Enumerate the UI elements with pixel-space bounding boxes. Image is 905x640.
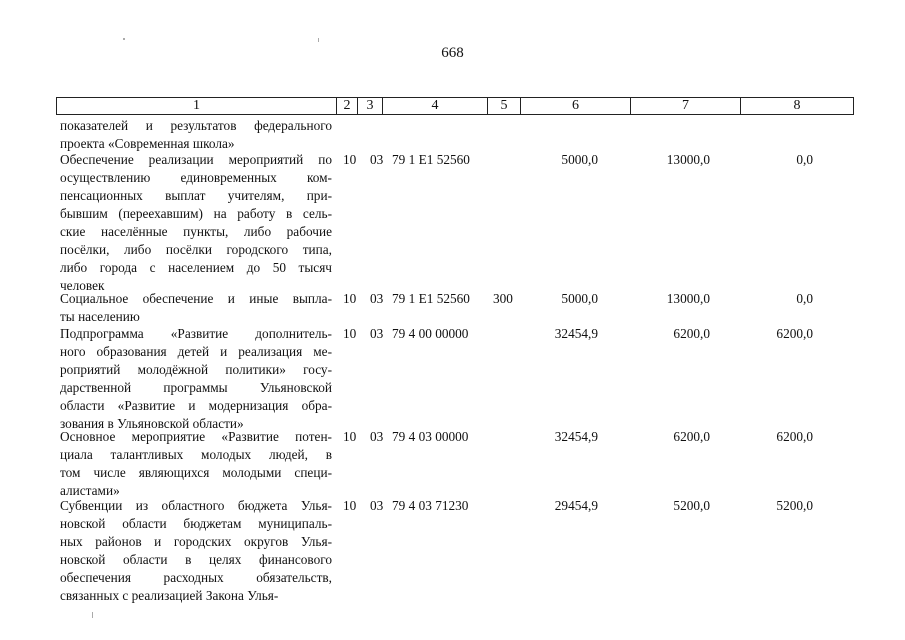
col-3-subsection: 03 — [370, 326, 384, 341]
description-line: связанных с реализацией Закона Улья- — [60, 588, 279, 603]
header-col-3: 3 — [366, 98, 374, 113]
header-col-8: 8 — [793, 98, 801, 113]
header-col-1: 1 — [193, 98, 200, 113]
col-8-amount: 0,0 — [796, 291, 813, 306]
description-line: ных районов и городских округов Улья- — [60, 534, 332, 549]
col-6-amount: 5000,0 — [561, 291, 598, 306]
col-2-section: 10 — [343, 291, 357, 306]
description-line: Основное мероприятие «Развитие потен- — [60, 429, 332, 444]
description-line: проекта «Современная школа» — [60, 136, 235, 151]
col-4-target-item: 79 4 03 71230 — [392, 498, 469, 513]
col-2-section: 10 — [343, 152, 357, 167]
col-7-amount: 6200,0 — [673, 326, 710, 341]
col-2-section: 10 — [343, 429, 357, 444]
description-line: том числе являющихся молодыми специ- — [60, 465, 332, 480]
col-7-amount: 6200,0 — [673, 429, 710, 444]
row-description — [60, 428, 332, 500]
col-3-subsection: 03 — [370, 429, 384, 444]
description-line: обеспечения расходных обязательств, — [60, 570, 332, 585]
col-8-amount: 6200,0 — [776, 326, 813, 341]
description-line: пенсационных выплат учителям, при- — [60, 188, 332, 203]
col-3-subsection: 03 — [370, 152, 384, 167]
col-6-amount: 5000,0 — [561, 152, 598, 167]
col-4-target-item: 79 1 E1 52560 — [392, 152, 470, 167]
description-line: бывшим (переехавшим) на работу в сель- — [60, 206, 332, 221]
col-6-amount: 32454,9 — [554, 326, 598, 341]
description-line: роприятий молодёжной политики» госу- — [60, 362, 332, 377]
description-line: Обеспечение реализации мероприятий по — [60, 152, 332, 167]
description-line: либо города с населением до 50 тысяч — [60, 260, 332, 275]
description-line: посёлки, либо посёлки городского типа, — [60, 242, 332, 257]
row-description — [60, 325, 332, 433]
header-col-6: 6 — [572, 98, 579, 113]
description-line: новской области бюджетам муниципаль- — [60, 516, 332, 531]
col-7-amount: 13000,0 — [666, 291, 710, 306]
scan-speck — [123, 38, 125, 40]
row-description — [60, 290, 332, 326]
col-4-target-item: 79 4 03 00000 — [392, 429, 469, 444]
header-col-2: 2 — [343, 98, 351, 113]
header-col-7: 7 — [682, 98, 689, 113]
description-line: ские населённые пункты, либо рабочие — [60, 224, 332, 239]
description-line: ного образования детей и реализация ме- — [60, 344, 332, 359]
col-3-subsection: 03 — [370, 498, 384, 513]
row-description — [60, 117, 332, 153]
page-number: 668 — [441, 45, 464, 61]
description-line: человек — [60, 278, 105, 293]
col-2-section: 10 — [343, 498, 357, 513]
description-line: показателей и результатов федерального — [60, 118, 332, 133]
description-line: новской области в целях финансового — [60, 552, 332, 567]
col-7-amount: 5200,0 — [673, 498, 710, 513]
col-2-section: 10 — [343, 326, 357, 341]
col-8-amount: 0,0 — [796, 152, 813, 167]
row-description — [60, 497, 332, 605]
col-4-target-item: 79 4 00 00000 — [392, 326, 469, 341]
description-line: ты населению — [60, 309, 140, 324]
description-line: Подпрограмма «Развитие дополнитель- — [60, 326, 332, 341]
scan-speck — [318, 38, 319, 42]
col-8-amount: 5200,0 — [776, 498, 813, 513]
description-line: осуществлению единовременных ком- — [60, 170, 332, 185]
col-7-amount: 13000,0 — [666, 152, 710, 167]
description-line: области «Развитие и модернизация обра- — [60, 398, 332, 413]
description-line: Социальное обеспечение и иные выпла- — [60, 291, 332, 306]
description-line: дарственной программы Ульяновской — [60, 380, 332, 395]
col-3-subsection: 03 — [370, 291, 384, 306]
description-line: зования в Ульяновской области» — [60, 416, 244, 431]
description-line: алистами» — [60, 483, 120, 498]
col-5-expense-type: 300 — [493, 291, 513, 306]
header-col-5: 5 — [500, 98, 508, 113]
header-col-4: 4 — [431, 98, 439, 113]
description-line: Субвенции из областного бюджета Улья- — [60, 498, 332, 513]
col-4-target-item: 79 1 E1 52560 — [392, 291, 470, 306]
col-8-amount: 6200,0 — [776, 429, 813, 444]
row-description — [60, 151, 332, 295]
scan-speck — [92, 612, 93, 618]
col-6-amount: 32454,9 — [554, 429, 598, 444]
description-line: циала талантливых молодых людей, в — [60, 447, 332, 462]
col-6-amount: 29454,9 — [554, 498, 598, 513]
